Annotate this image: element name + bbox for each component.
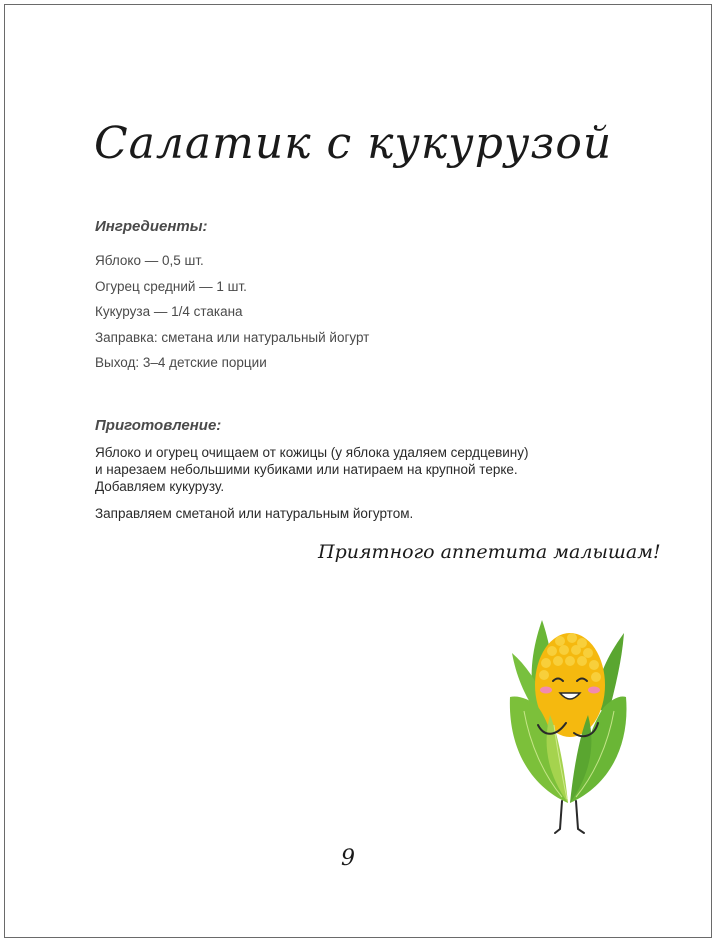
ingredients-list: [95, 251, 369, 379]
ingredient-item: Заправка: сметана или натуральный йогурт: [95, 329, 370, 345]
preparation-paragraph-dressing: Заправляем сметаной или натуральным йогуртом.: [95, 506, 414, 521]
ingredients-heading: Ингредиенты:: [95, 218, 208, 235]
ingredient-item: Кукуруза — 1/4 стакана: [95, 304, 243, 319]
preparation-line: Добавляем кукурузу.: [95, 479, 225, 494]
preparation-line: Яблоко и огурец очищаем от кожицы (у яблока удаляем сердцевину): [95, 445, 529, 460]
ingredient-item: Выход: 3–4 детские порции: [95, 355, 267, 370]
preparation-paragraph: [95, 444, 529, 495]
recipe-title: Салатик с кукурузой: [94, 118, 613, 169]
preparation-heading: Приготовление:: [95, 417, 222, 434]
corn-mascot-icon: [498, 615, 638, 840]
preparation-line: и нарезаем небольшими кубиками или натираем на крупной терке.: [95, 462, 518, 477]
page-number: 9: [341, 846, 355, 871]
ingredient-item: Яблоко — 0,5 шт.: [95, 253, 204, 268]
ingredient-item: Огурец средний — 1 шт.: [95, 278, 247, 294]
closing-wish: Приятного аппетита малышам!: [318, 541, 661, 563]
